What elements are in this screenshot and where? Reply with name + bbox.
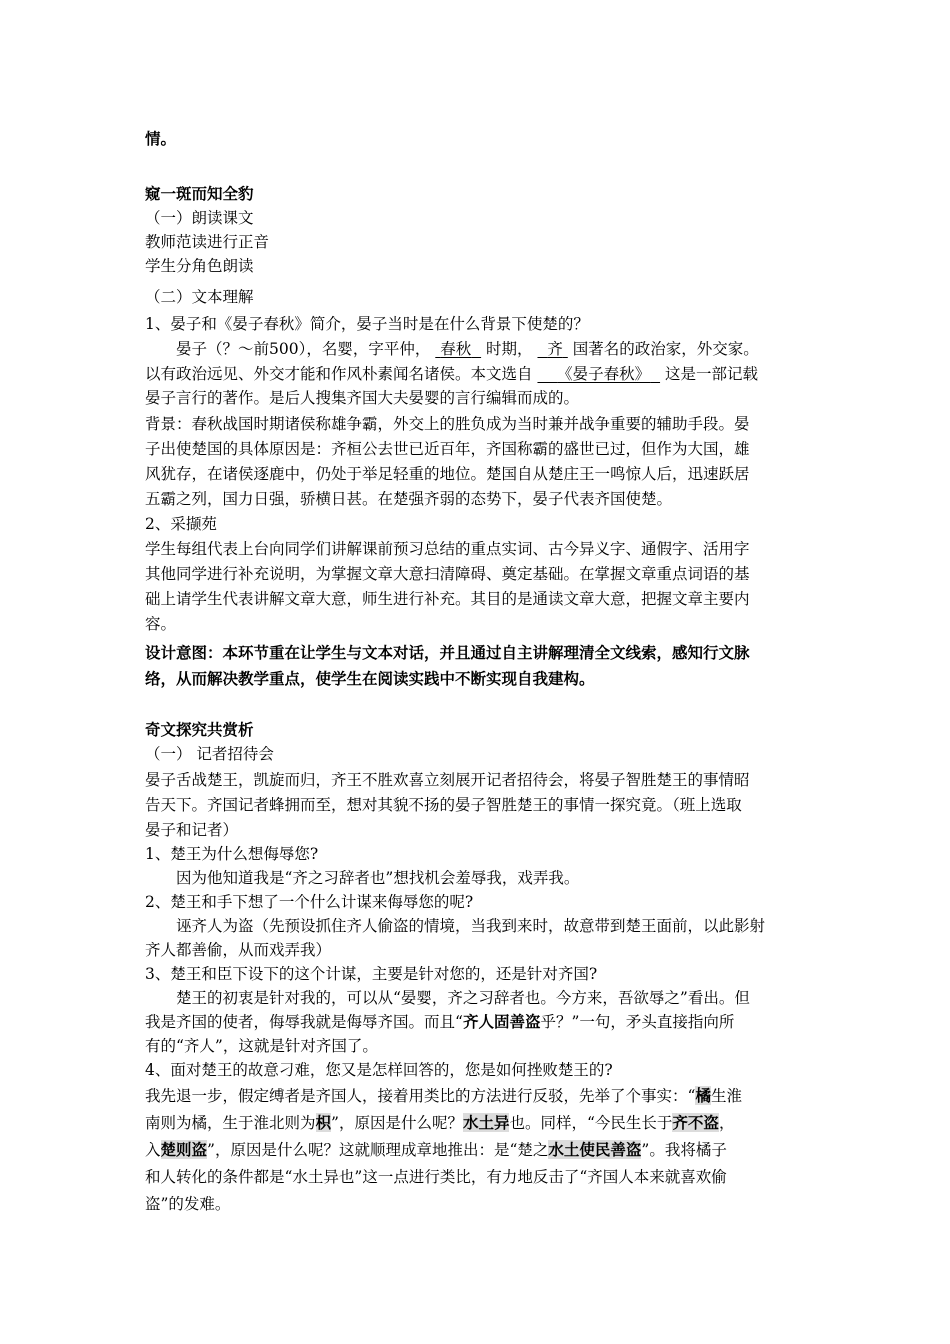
highlighted-phrase: 楚则盗 <box>160 1140 208 1159</box>
blank-answer: 春秋 <box>440 340 472 358</box>
answer-line: 楚王的初衷是针对我的，可以从“晏婴，齐之习辞者也。今方来，吾欲辱之”看出。但 <box>176 989 750 1007</box>
question-line: 2、采撷苑 <box>145 515 217 533</box>
section-heading: 奇文探究共赏析 <box>145 720 254 739</box>
question-line: 3、楚王和臣下设下的这个计谋，主要是针对您的，还是针对齐国? <box>145 965 598 983</box>
text-span: ”，原因是什么呢？ <box>331 1114 463 1132</box>
underlined-blank <box>435 340 481 358</box>
text-span: 乎？”一句，矛头直接指向所 <box>540 1013 735 1031</box>
text-line: 晏子和记者） <box>145 821 239 839</box>
text-span: ”，原因是什么呢？这就顺理成章地推出：是“楚之 <box>207 1141 549 1159</box>
text-line: 学生每组代表上台向同学们讲解课前预习总结的重点实词、古今异义字、通假字、活用字 <box>145 540 750 558</box>
underlined-blank <box>537 365 660 383</box>
text-line: 其他同学进行补充说明，为掌握文章大意扫清障碍、奠定基础。在掌握文章重点词语的基 <box>145 565 750 583</box>
blank-answer: 《晏子春秋》 <box>557 365 651 383</box>
text-span: 时期， <box>486 340 533 358</box>
text-line <box>145 363 813 385</box>
answer-line <box>145 1011 813 1033</box>
answer-line: 诬齐人为盗（先预设抓住齐人偷盗的情境，当我到来时，故意带到楚王面前，以此影射 <box>176 917 766 935</box>
question-line: 1、晏子和《晏子春秋》简介，晏子当时是在什么背景下使楚的？ <box>145 315 589 333</box>
text-span: 入 <box>145 1141 161 1159</box>
text-span: 也。同样，“今民生长于 <box>509 1114 673 1132</box>
underlined-blank <box>537 340 567 358</box>
text-line: 风犹存，在诸侯逐鹿中，仍处于举足轻重的地位。楚国自从楚庄王一鸣惊人后，迅速跃居 <box>145 465 750 483</box>
question-line: 2、楚王和手下想了一个什么计谋来侮辱您的呢? <box>145 893 474 911</box>
design-intent: 设计意图：本环节重在让学生与文本对话，并且通过自主讲解理清全文线索，感知行文脉 <box>145 643 750 662</box>
text-span: 生淮 <box>710 1087 742 1105</box>
answer-line: 和人转化的条件都是“水土异也”这一点进行类比，有力地反击了“齐国人本来就喜欢偷 <box>145 1168 727 1186</box>
answer-line <box>145 1085 813 1107</box>
answer-line <box>145 1139 813 1161</box>
text-span: 我先退一步，假定缚者是齐国人，接着用类比的方法进行反驳，先举了个事实：“ <box>145 1087 696 1105</box>
text-line: 五霸之列，国力日强，骄横日甚。在楚强齐弱的态势下，晏子代表齐国使楚。 <box>145 490 673 508</box>
text-span: ”。我将橘子 <box>641 1141 727 1159</box>
highlighted-phrase: 枳 <box>315 1113 332 1132</box>
text-line: 教师范读进行正音 <box>145 233 270 251</box>
highlighted-phrase: 水土异 <box>462 1113 510 1132</box>
text-line: 学生分角色朗读 <box>145 257 254 275</box>
answer-line <box>145 1112 813 1134</box>
text-span: 以有政治远见、外交才能和作风朴素闻名诸侯。本文选自 <box>145 365 533 383</box>
answer-line: 盗”的发难。 <box>145 1195 231 1213</box>
text-line: 子出使楚国的具体原因是：齐桓公去世已近百年，齐国称霸的盛世已过，但作为大国，雄 <box>145 440 750 458</box>
question-line: 1、楚王为什么想侮辱您? <box>145 845 319 863</box>
text-line: 晏子舌战楚王，凯旋而归，齐王不胜欢喜立刻展开记者招待会，将晏子智胜楚王的事情昭 <box>145 771 750 789</box>
text-span: 这是一部记载 <box>664 365 758 383</box>
text-line: 础上请学生代表讲解文章大意，师生进行补充。其目的是通读文章大意，把握文章主要内 <box>145 590 750 608</box>
subsection-heading: （一） 记者招待会 <box>145 745 274 763</box>
highlighted-phrase: 齐不盗 <box>672 1113 719 1132</box>
design-intent: 络，从而解决教学重点，使学生在阅读实践中不断实现自我建构。 <box>145 669 595 688</box>
bold-phrase: 齐人固善盗 <box>462 1012 541 1031</box>
highlighted-phrase: 水土使民善盗 <box>548 1140 642 1159</box>
highlighted-phrase: 橘 <box>695 1086 711 1105</box>
question-line: 4、面对楚王的故意刁难，您又是怎样回答的，您是如何挫败楚王的? <box>145 1061 613 1079</box>
text-line: 容。 <box>145 615 177 633</box>
subsection-heading: （二）文本理解 <box>145 288 254 306</box>
text-span: 国著名的政治家，外交家。 <box>572 340 759 358</box>
answer-line: 有的“齐人”，这就是针对齐国了。 <box>145 1037 378 1055</box>
text-line: 告天下。齐国记者蜂拥而至，想对其貌不扬的晏子智胜楚王的事情一探究竟。（班上选取 <box>145 796 742 814</box>
text-line: 背景：春秋战国时期诸侯称雄争霸，外交上的胜负成为当时兼并战争重要的辅助手段。晏 <box>145 415 750 433</box>
blank-answer: 齐 <box>547 340 563 358</box>
text-span: 南则为橘，生于淮北则为 <box>145 1114 316 1132</box>
text-span: 晏子（？～前500），名婴，字平仲， <box>176 340 431 358</box>
text-line: 情。 <box>145 129 177 148</box>
answer-line: 因为他知道我是“齐之习辞者也”想找机会羞辱我，戏弄我。 <box>176 869 580 887</box>
text-line <box>176 338 816 360</box>
text-span: 我是齐国的使者，侮辱我就是侮辱齐国。而且“ <box>145 1013 463 1031</box>
text-line: 晏子言行的著作。是后人搜集齐国大夫晏婴的言行编辑而成的。 <box>145 389 580 407</box>
section-heading: 窥一斑而知全豹 <box>145 184 254 203</box>
subsection-heading: （一）朗读课文 <box>145 209 254 227</box>
text-span: ， <box>718 1114 735 1132</box>
answer-line: 齐人都善偷，从而戏弄我） <box>145 941 332 959</box>
